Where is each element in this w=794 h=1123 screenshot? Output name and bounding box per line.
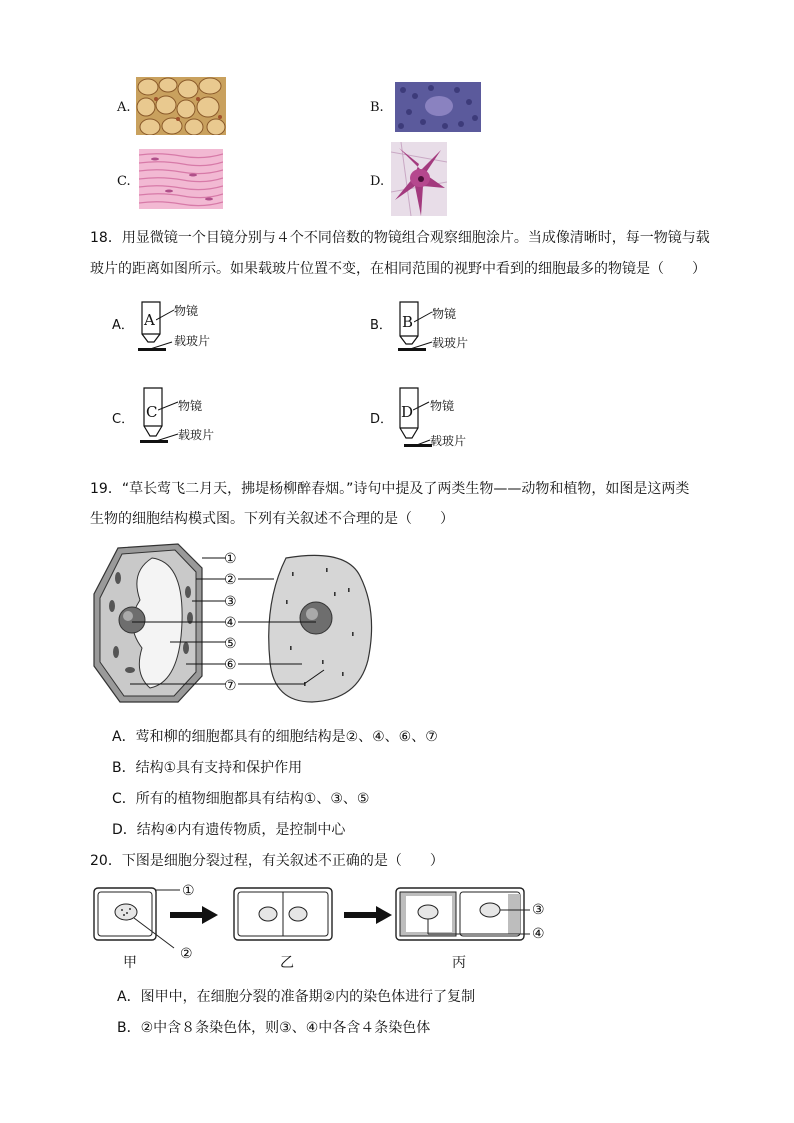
- option-label: C.: [117, 174, 131, 189]
- option-label: D．: [370, 412, 394, 427]
- cell-structure-diagram: [90, 542, 390, 708]
- q20-option-a[interactable]: A．图甲中，在细胞分裂的准备期②内的染色体进行了复制: [117, 989, 476, 1005]
- q20-stem: 20．下图是细胞分裂过程，有关叙述不正确的是（ ）: [90, 853, 444, 869]
- plant-cell: [94, 544, 202, 702]
- leader-line: [410, 340, 434, 352]
- neuron-micrograph: [391, 142, 447, 216]
- stage-label-jia: 甲: [123, 955, 137, 971]
- q19-stem-line1: 19．“草长莺飞二月天，拂堤杨柳醉春烟。”诗句中提及了两类生物——动物和植物，如图是这两类: [90, 481, 690, 497]
- animal-cell: [269, 555, 372, 702]
- slide-label: 载玻片: [432, 336, 469, 350]
- stage-label-yi: 乙: [280, 955, 294, 971]
- leader-line: [156, 432, 180, 444]
- objective-letter: D: [401, 403, 414, 421]
- slide-label: 载玻片: [430, 434, 467, 448]
- option-label: B.: [370, 100, 384, 115]
- objective-letter: C: [146, 403, 158, 421]
- leader-line: [156, 308, 176, 322]
- q18-stem-line1: 18．用显微镜一个目镜分别与４个不同倍数的物镜组合观察细胞涂片。当成像清晰时，每一物镜与载: [90, 230, 710, 246]
- stage-label-bing: 丙: [452, 955, 466, 971]
- tissue-micrograph-purple: [395, 82, 481, 132]
- objective-label: 物镜: [432, 307, 457, 321]
- objective-label: 物镜: [430, 399, 455, 413]
- cell-division-diagram: [90, 882, 550, 952]
- tissue-micrograph-tan: [136, 77, 226, 135]
- label-7: ⑦: [224, 678, 237, 694]
- label-4: ④: [224, 615, 237, 631]
- option-label: A．: [112, 318, 134, 333]
- objective-letter: B: [402, 313, 414, 331]
- label-1: ①: [224, 551, 237, 567]
- slide-label: 载玻片: [178, 428, 215, 442]
- leader-line: [150, 340, 174, 352]
- q19-stem-line2: 生物的细胞结构模式图。下列有关叙述不合理的是（ ）: [90, 511, 454, 527]
- q19-option-a[interactable]: A．莺和柳的细胞都具有的细胞结构是②、④、⑥、⑦: [112, 729, 438, 745]
- tissue-micrograph-pink-muscle: [139, 149, 223, 209]
- label-3: ③: [224, 594, 237, 610]
- leader-line: [414, 310, 434, 324]
- q20-option-b[interactable]: B．②中含８条染色体，则③、④中各含４条染色体: [117, 1020, 431, 1036]
- division-label-4: ④: [532, 926, 545, 942]
- label-5: ⑤: [224, 636, 237, 652]
- q19-option-b[interactable]: B．结构①具有支持和保护作用: [112, 760, 303, 776]
- objective-label: 物镜: [178, 399, 203, 413]
- leader-line: [413, 398, 431, 412]
- slide-label: 载玻片: [174, 334, 211, 348]
- option-label: B．: [370, 318, 392, 333]
- option-label: C．: [112, 412, 135, 427]
- leader-line: [158, 398, 180, 412]
- objective-label: 物镜: [174, 304, 199, 318]
- label-2: ②: [224, 572, 237, 588]
- option-label: A.: [117, 100, 131, 115]
- q18-stem-line2: 玻片的距离如图所示。如果载玻片位置不变，在相同范围的视野中看到的细胞最多的物镜是（ ）: [90, 261, 706, 277]
- option-label: D.: [370, 174, 385, 189]
- division-label-1: ①: [182, 883, 195, 899]
- label-6: ⑥: [224, 657, 237, 673]
- division-label-3: ③: [532, 902, 545, 918]
- q19-option-d[interactable]: D．结构④内有遗传物质，是控制中心: [112, 822, 346, 838]
- q19-option-c[interactable]: C．所有的植物细胞都具有结构①、③、⑤: [112, 791, 370, 807]
- division-label-2: ②: [180, 946, 193, 962]
- objective-letter: A: [144, 311, 155, 329]
